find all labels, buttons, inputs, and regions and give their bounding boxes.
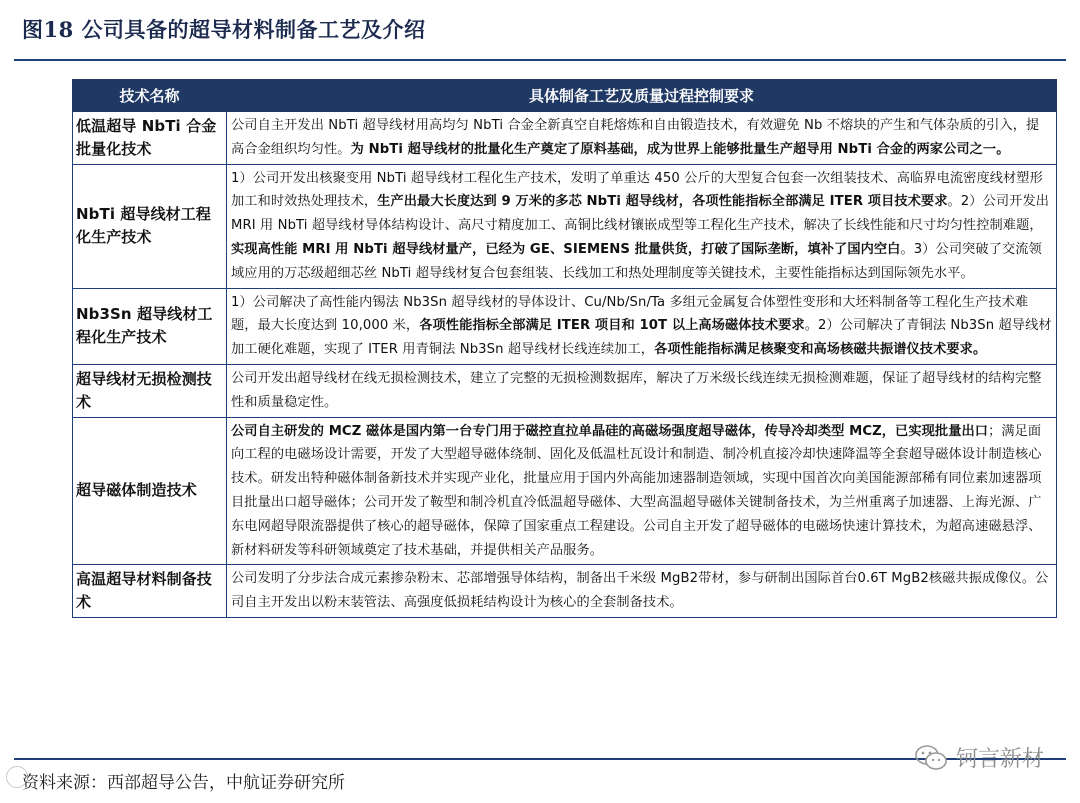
table-row — [73, 364, 1057, 417]
watermark-text: 钶言新材 — [955, 747, 1044, 772]
tech-name-cell: 超导磁体制造技术 — [73, 417, 227, 565]
watermark — [914, 742, 1044, 773]
tech-name-cell: NbTi 超导线材工程化生产技术 — [73, 164, 227, 288]
tech-name-cell: 低温超导 NbTi 合金批量化技术 — [73, 112, 227, 165]
highlight-text: 为 NbTi 超导线材的批量化生产奠定了原料基础，成为世界上能够批量生产超导用 NbTi 合金的两家公司之一。 — [350, 141, 1010, 157]
description-text: 1）公司开发出核聚变用 NbTi 超导线材工程化生产技术，发明了单重达 450 公斤的大型复合包套一次组装技术、高临界电流密度线材塑形加工和时效热处理技术， — [231, 170, 1043, 210]
highlight-text: 公司自主研发的 MCZ 磁体是国内第一台专门用于磁控直拉单晶硅的高磁场强度超导磁体，传导冷却类型 MCZ，已实现批量出口 — [231, 423, 989, 439]
table-row — [73, 565, 1057, 618]
table-row — [73, 288, 1057, 364]
figure-title: 图18 公司具备的超导材料制备工艺及介绍 — [22, 17, 426, 42]
source-note: 资料来源：西部超导公告，中航证券研究所 — [22, 773, 345, 793]
bottom-divider — [14, 758, 1066, 760]
description-text: 公司自主开发出 NbTi 超导线材用高均匀 NbTi 合金全新真空自耗熔炼和自由锻造技术，有效避免 Nb 不熔块的产生和气体杂质的引入，提高合金组织均匀性。 — [231, 118, 1040, 157]
description-text: 。2）公司解决了青铜法 Nb3Sn 超导线材加工硬化难题，实现了 ITER 用青铜法 Nb3Sn 超导线材长线连续加工， — [231, 318, 1052, 358]
tech-name-cell: 超导线材无损检测技术 — [73, 364, 227, 417]
description-text: 1）公司解决了高性能内锡法 Nb3Sn 超导线材的导体设计、Cu/Nb/Sn/Ta 多组元金属复合体塑性变形和大坯料制备等工程化生产技术难题，最大长度达到 10,000 米， — [231, 294, 1029, 334]
description-text: 公司开发出超导线材在线无损检测技术，建立了完整的无损检测数据库，解决了万米级长线连续无损检测难题，保证了超导线材的结构完整性和质量稳定性。 — [231, 370, 1042, 410]
table-row — [73, 417, 1057, 565]
process-description-cell — [227, 565, 1057, 618]
process-table — [72, 79, 1057, 618]
table-header-row — [73, 80, 1057, 112]
process-description-cell — [227, 112, 1057, 165]
highlight-text: 实现高性能 MRI 用 NbTi 超导线材量产，已经为 GE、SIEMENS 批量供货，打破了国际垄断，填补了国内空白 — [231, 241, 901, 257]
process-description-cell — [227, 417, 1057, 565]
tech-name-cell: Nb3Sn 超导线材工程化生产技术 — [73, 288, 227, 364]
highlight-text: 各项性能指标全部满足 ITER 项目和 10T 以上高场磁体技术要求 — [419, 318, 805, 334]
table-row — [73, 112, 1057, 165]
top-divider — [14, 59, 1066, 61]
table-row — [73, 164, 1057, 288]
highlight-text: 生产出最大长度达到 9 万米的多芯 NbTi 超导线材，各项性能指标全部满足 ITER 项目技术要求 — [377, 194, 948, 210]
highlight-text: 各项性能指标满足核聚变和高场核磁共振谱仪技术要求。 — [654, 342, 987, 358]
wechat-icon — [914, 744, 948, 772]
header-tech-name: 技术名称 — [73, 80, 227, 112]
process-description-cell — [227, 288, 1057, 364]
header-process-requirements: 具体制备工艺及质量过程控制要求 — [227, 80, 1057, 112]
description-text: 。2）公司开发出 MRI 用 NbTi 超导线材导体结构设计、高尺寸精度加工、高铜比线材镶嵌成型等工程化生产技术，解决了长线性能和尺寸均匀性控制难题， — [231, 194, 1050, 234]
tech-name-cell: 高温超导材料制备技术 — [73, 565, 227, 618]
process-description-cell — [227, 164, 1057, 288]
description-text: 。3）公司突破了交流领域应用的万芯级超细芯丝 NbTi 超导线材复合包套组装、长线加工和热处理制度等关键技术，主要性能指标达到国际领先水平。 — [231, 241, 1042, 281]
description-text: 公司发明了分步法合成元素掺杂粉末、芯部增强导体结构，制备出千米级 MgB2带材，参与研制出国际首台0.6T MgB2核磁共振成像仪。公司自主开发出以粉末装管法、高强度低损耗结构设计为核心的全套制备技术。 — [231, 571, 1049, 611]
description-text: ；满足面向工程的电磁场设计需要，开发了大型超导磁体绕制、固化及低温杜瓦设计和制造、制冷机直接冷却快速降温等全套超导磁体设计制造核心技术。研发出特种磁体制备新技术并实现产业化，批量应用于国内外高能加速器制造领域，实现中国首次向美国能源部稀有同位素加速器项目批量出口超导磁体；公司开发了鞍型和制冷机直冷低温超导磁体、大型高温超导磁体关键制备技术，为兰州重离子加速器、上海光源、广东电网超导限流器提供了核心的超导磁体，保障了国家重点工程建设。公司自主开发了超导磁体的电磁场快速计算技术，为超高速磁悬浮、新材料研发等科研领域奠定了技术基础，并提供相关产品服务。 — [231, 423, 1042, 558]
process-description-cell — [227, 364, 1057, 417]
